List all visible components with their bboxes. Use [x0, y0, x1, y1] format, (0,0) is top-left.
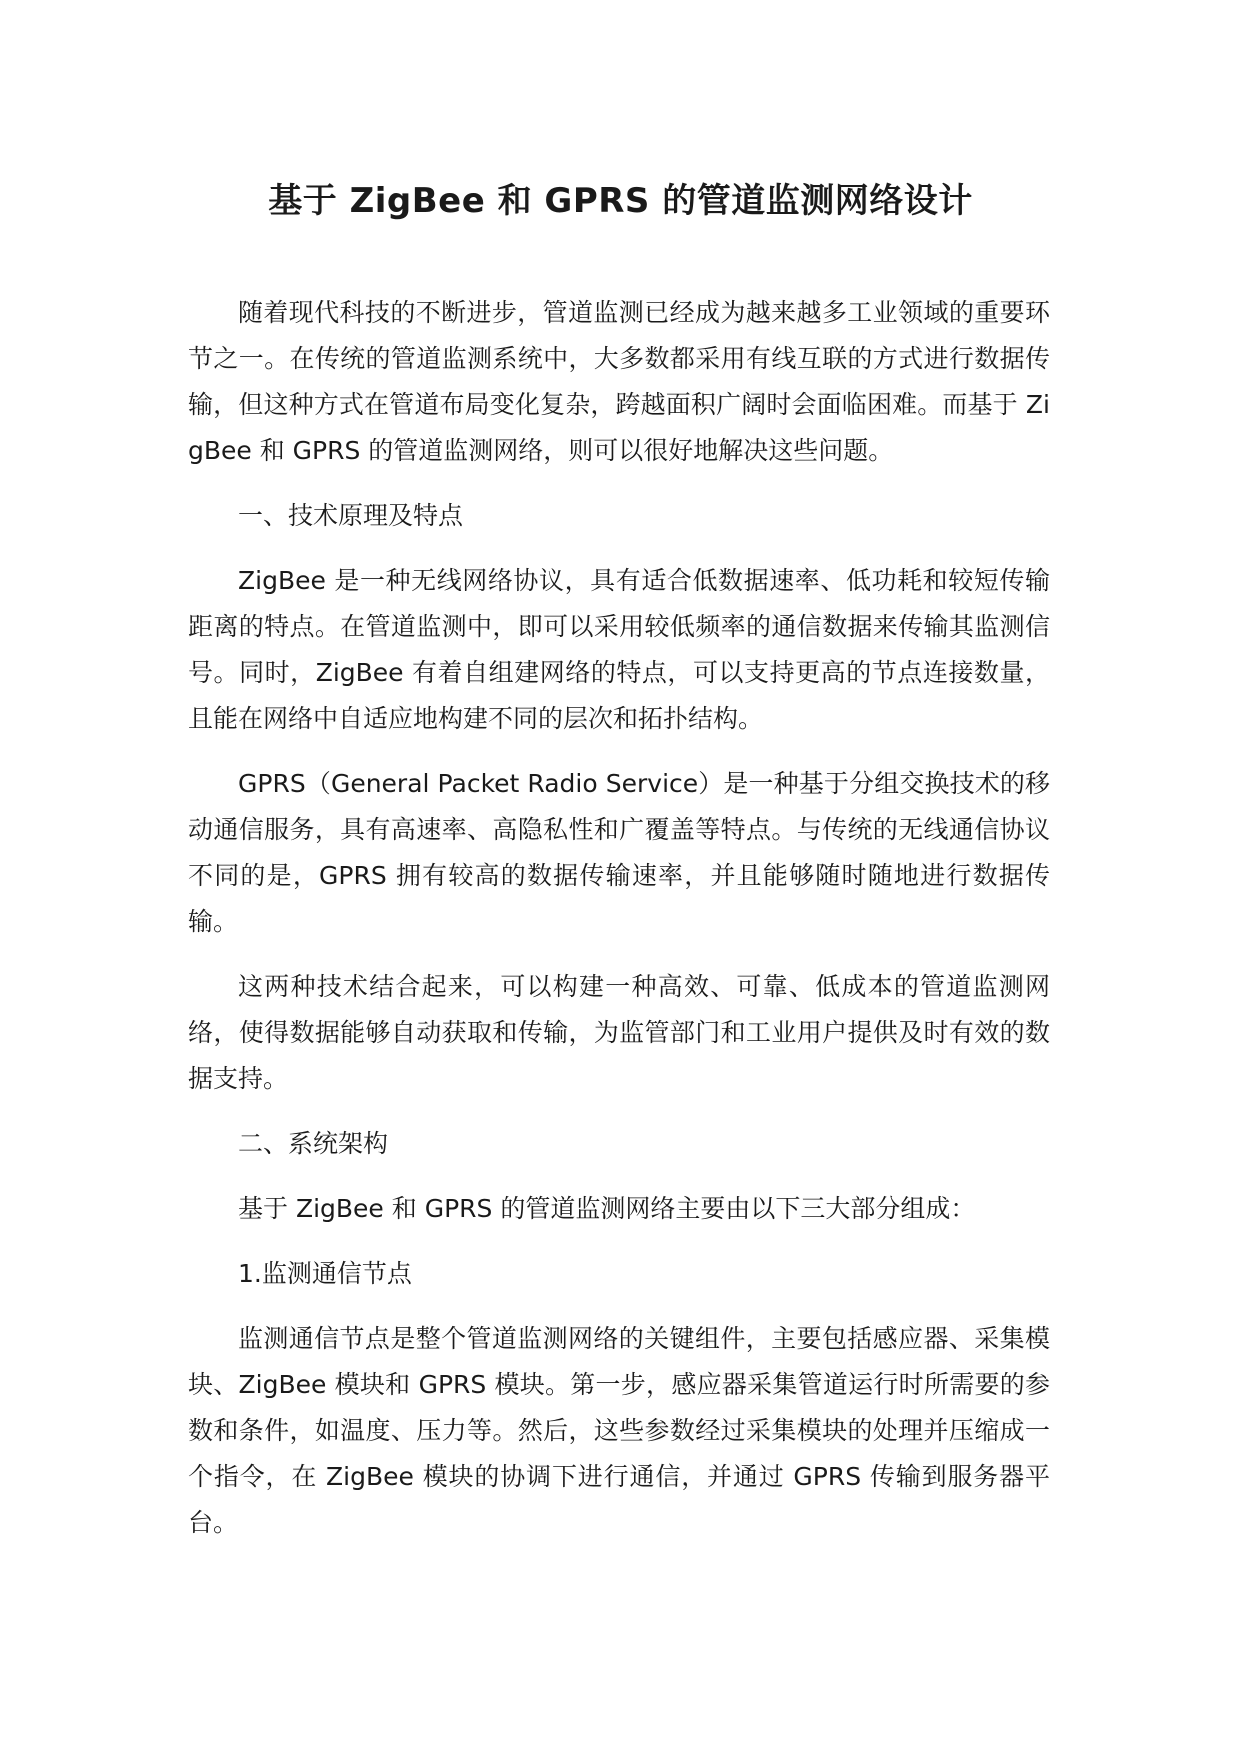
section-heading-architecture: 二、系统架构: [238, 1129, 389, 1158]
paragraph-intro: 随着现代科技的不断进步，管道监测已经成为越来越多工业领域的重要环节之一。在传统的管道监测系统中，大多数都采用有线互联的方式进行数据传输，但这种方式在管道布局变化复杂，跨越面积广阔时会面临困难。而基于 ZigBee 和 GPRS 的管道监测网络，则可以很好地解决这些问题。: [188, 298, 1050, 465]
paragraph-combination: 这两种技术结合起来，可以构建一种高效、可靠、低成本的管道监测网络，使得数据能够自动获取和传输，为监管部门和工业用户提供及时有效的数据支持。: [188, 972, 1050, 1093]
document-title: 基于 ZigBee 和 GPRS 的管道监测网络设计: [268, 181, 973, 221]
paragraph-zigbee: ZigBee 是一种无线网络协议，具有适合低数据速率、低功耗和较短传输距离的特点。在管道监测中，即可以采用较低频率的通信数据来传输其监测信号。同时，ZigBee 有着自组建网络的特点，可以支持更高的节点连接数量，且能在网络中自适应地构建不同的层次和拓扑结构。: [188, 566, 1050, 733]
subheading-monitoring-node: 1.监测通信节点: [238, 1259, 412, 1288]
section-heading-principles: 一、技术原理及特点: [238, 501, 464, 530]
paragraph-gprs: GPRS（General Packet Radio Service）是一种基于分组交换技术的移动通信服务，具有高速率、高隐私性和广覆盖等特点。与传统的无线通信协议不同的是，GPRS 拥有较高的数据传输速率，并且能够随时随地进行数据传输。: [188, 769, 1050, 936]
paragraph-monitoring-node: 监测通信节点是整个管道监测网络的关键组件，主要包括感应器、采集模块、ZigBee 模块和 GPRS 模块。第一步，感应器采集管道运行时所需要的参数和条件，如温度、压力等。然后，这些参数经过采集模块的处理并压缩成一个指令，在 ZigBee 模块的协调下进行通信，并通过 GPRS 传输到服务器平台。: [188, 1324, 1050, 1537]
document-body: [188, 290, 1050, 1565]
paragraph-architecture-intro: 基于 ZigBee 和 GPRS 的管道监测网络主要由以下三大部分组成：: [238, 1194, 976, 1223]
